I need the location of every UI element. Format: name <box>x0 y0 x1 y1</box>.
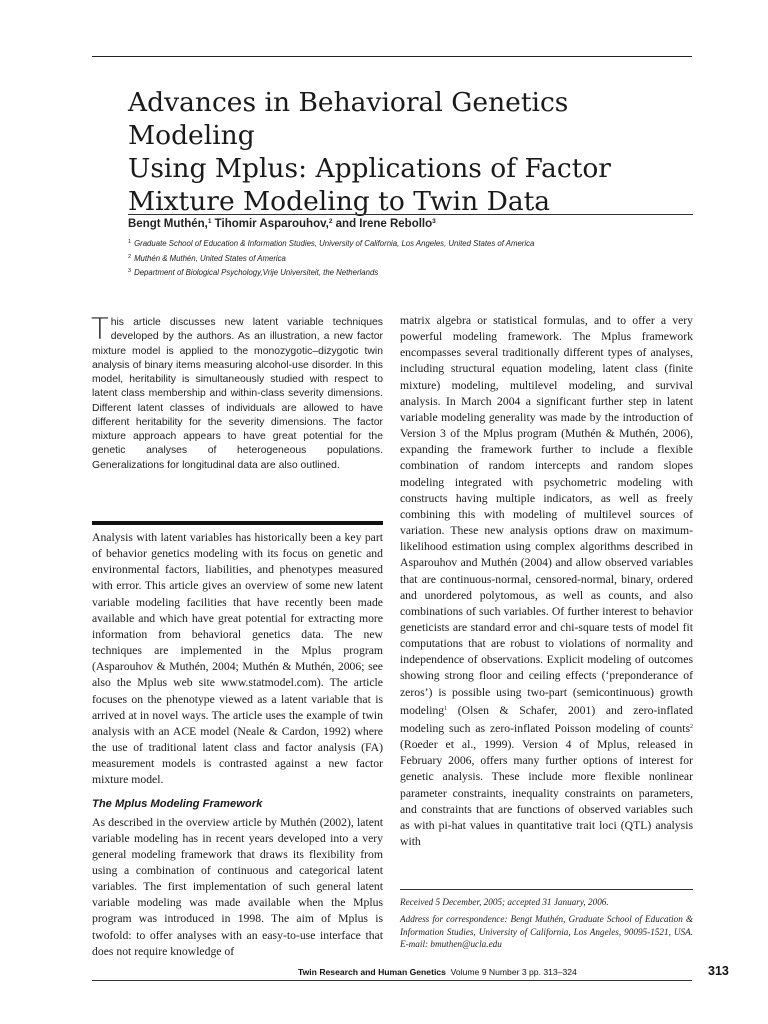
journal-name: Twin Research and Human Genetics <box>298 967 446 977</box>
author-affil-mark: 1 <box>207 218 212 225</box>
author-list <box>128 218 436 230</box>
title-line: Mixture Modeling to Twin Data <box>128 186 551 217</box>
abstract-text: his article discusses new latent variable techniques developed by the authors. As an illustration, a new factor mixture model is applied to the monozygotic–dizygotic twin analysis of binary items measuring alcohol-use disorder. In this model, heritability is simultaneously studied with respect to latent class membership and within-class severity dimensions. Different latent classes of individuals are allowed to have different heritability for the severity dimensions. The factor mixture approach appears to have great potential for the genetic analyses of heterogeneous populations. Generalizations for longitudinal data are also outlined. <box>92 317 383 471</box>
author-affil-mark: 3 <box>432 218 436 225</box>
footnote-rule <box>400 889 693 890</box>
author-name: Tihomir Asparouhov, <box>211 218 329 230</box>
footnote-mark: 1 <box>444 705 448 712</box>
abstract <box>91 312 383 473</box>
top-rule <box>92 56 692 57</box>
author-affil-mark: 2 <box>328 218 333 225</box>
intro-paragraph: Analysis with latent variables has historically been a key part of behavior genetics modeling with its focus on genetic and environmental factors, liabilities, and phenotypes measured with error. This article gives an overview of some new latent variable modeling facilities that have recently been made available and which have great potential for extracting more information from behavioral genetics data. The new techniques are implemented in the Mplus program (Asparouhov & Muthén, 2004; Muthén & Muthén, 2006; see also the Mplus web site www.statmodel.com). The article focuses on the phenotype viewed as a latent variable that is arrived at in novel ways. The article uses the example of twin analysis with an ACE model (Neale & Cardon, 1992) where the use of traditional latent class and factor analysis (FA) measurement models is contrasted against a new factor mixture model. <box>92 531 383 787</box>
abstract-dropcap: T <box>91 312 109 346</box>
title-rule <box>128 214 693 215</box>
received-note: Received 5 December, 2005; accepted 31 January, 2006. <box>400 897 609 907</box>
title-line: Advances in Behavioral Genetics Modeling <box>128 87 569 151</box>
footer-rule <box>92 980 692 981</box>
title-line: Using Mplus: Applications of Factor <box>128 153 611 184</box>
section-heading: The Mplus Modeling Framework <box>92 797 263 810</box>
body-column-right <box>400 313 693 850</box>
footnote-mark: 2 <box>690 723 693 730</box>
author-name: Bengt Muthén, <box>128 218 208 230</box>
body-column-left <box>92 530 383 960</box>
affiliation: $^2$ Muthén & Muthén, United States of America <box>128 253 286 263</box>
volume-info: Volume 9 Number 3 pp. 313–324 <box>450 967 577 977</box>
correspondence-address: Address for correspondence: Bengt Muthén, Graduate School of Education & Information Studies, University of California, Los Angeles, 90095-1521, USA. E-mail: bmuthen@ucla.edu <box>400 914 693 949</box>
section-paragraph: As described in the overview article by Muthén (2002), latent variable modeling has in recent years developed into a very general modeling framework that draws its flexibility from using a combination of continuous and categorical latent variables. The first implementation of such general latent variable modeling was made available when the Mplus program was introduced in 1998. The aim of Mplus is twofold: to offer analyses with an easy-to-use interface that does not require knowledge of <box>92 815 383 958</box>
affiliation: $^1$ Graduate School of Education & Information Studies, University of California, Los Angeles, United States of America <box>128 239 535 248</box>
running-footer <box>298 967 577 977</box>
affiliations <box>128 236 534 280</box>
page-number: 313 <box>708 964 729 978</box>
affiliation: $^3$ Department of Biological Psychology,Vrije Universiteit, the Netherlands <box>128 268 379 277</box>
abstract-divider <box>92 521 383 525</box>
author-name: and Irene Rebollo <box>332 218 433 230</box>
article-title <box>128 86 688 218</box>
body-paragraph: matrix algebra or statistical formulas, and to offer a very powerful modeling framework. The Mplus framework encompasses several traditionally different types of analyses, including structural equation modeling, latent class (finite mixture) modeling, multilevel modeling, and survival analysis. In March 2004 a significant further step in latent variable modeling generality was made by the introduction of Version 3 of the Mplus program (Muthén & Muthén, 2006), expanding the framework further to include a flexible combination of random intercepts and random slopes modeling integrated with psychometric modeling with constructs having multiple indicators, as well as freely combining this with modeling of multilevel sources of variation. These new analysis options draw on maximum-likelihood estimation using complex algorithms described in Asparouhov and Muthén (2004) and allow observed variables that are continuous-normal, censored-normal, binary, ordered and unordered polytomous, as well as counts, and also combinations of such variables. Of further interest to behavior geneticists are standard error and chi-square tests of model fit computations that are robust to violations of normality and independence of observations. Explicit modeling of outcomes showing strong floor and ceiling effects (‘preponderance of zeros’) is possible using two-part (semicontinuous) growth modeling$^1$ (Olsen & Schafer, 2001) and zero-inflated modeling such as zero-inflated Poisson modeling of counts$^2$ (Roeder et al., 1999). Version 4 of Mplus, released in February 2006, offers many further options of interest for genetic analysis. These include more flexible nonlinear parameter constraints, inequality constraints on parameters, and constraints that are functions of observed variables such as with pi-hat values in quantitative trait loci (QTL) analysis with <box>400 314 693 848</box>
